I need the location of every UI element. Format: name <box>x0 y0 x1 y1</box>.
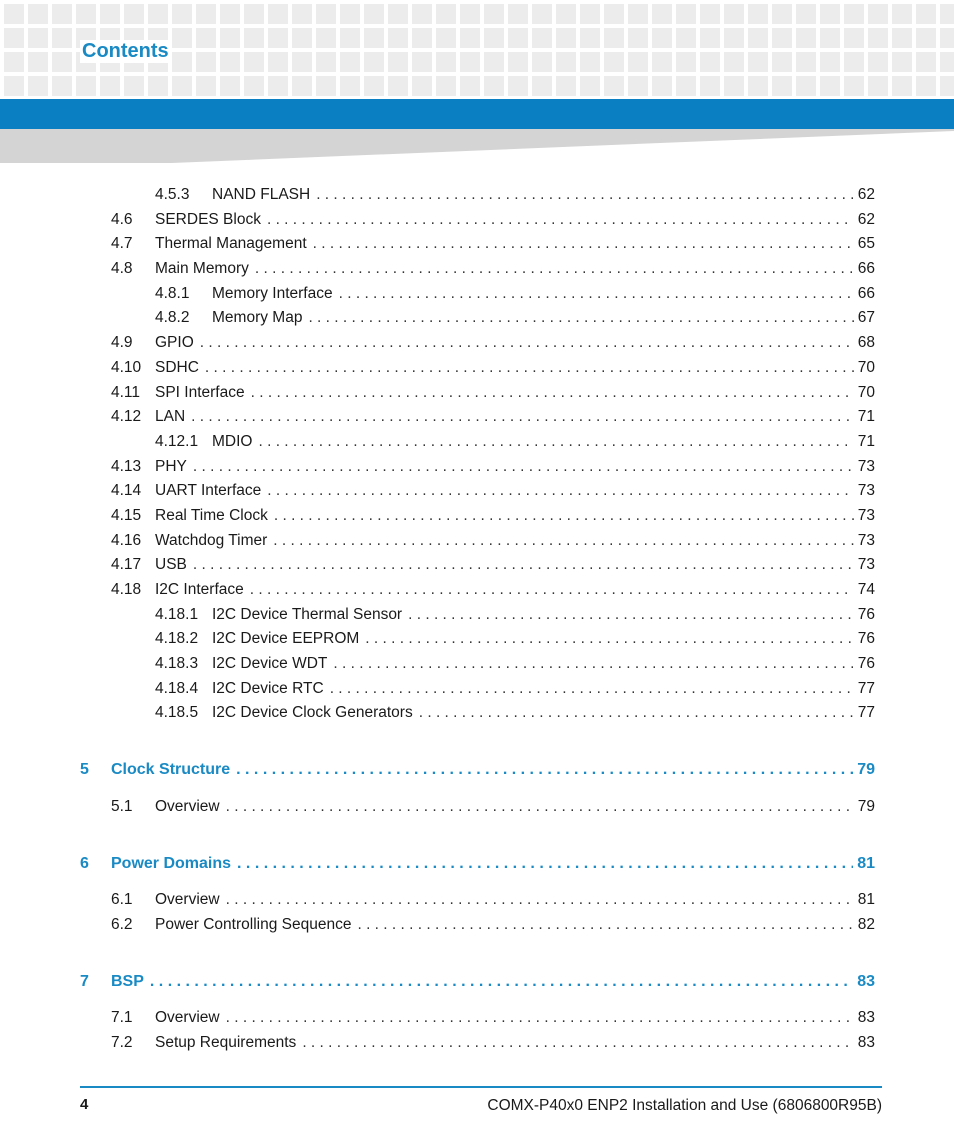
toc-entry[interactable] <box>80 701 875 726</box>
toc-dot-leader <box>250 578 854 603</box>
toc-entry-label: I2C Device Thermal Sensor <box>212 605 403 623</box>
toc-chapter-entry[interactable] <box>80 970 875 995</box>
toc-entry-label: Clock Structure <box>111 761 231 779</box>
toc-entry[interactable] <box>80 603 875 628</box>
toc-entry-page: 66 <box>857 260 875 278</box>
toc-entry[interactable] <box>80 232 875 257</box>
toc-dot-leader <box>419 701 854 726</box>
toc-entry-number: 4.11 <box>111 383 141 401</box>
toc-entry-page: 73 <box>857 556 875 574</box>
toc-entry-label: I2C Interface <box>155 581 244 598</box>
toc-entry[interactable] <box>80 455 875 480</box>
toc-dot-leader <box>226 795 854 820</box>
toc-entry-page: 76 <box>857 630 875 648</box>
toc-entry-page: 76 <box>857 605 875 623</box>
toc-entry-page: 77 <box>857 679 875 697</box>
toc-entry[interactable] <box>80 208 875 233</box>
toc-entry-label: NAND FLASH <box>212 186 311 203</box>
toc-entry[interactable] <box>80 553 875 578</box>
toc-chapter-entry[interactable] <box>80 852 875 877</box>
toc-entry-number: 6.1 <box>111 891 133 909</box>
toc-entry[interactable] <box>80 578 875 603</box>
toc-entry-page: 70 <box>857 383 875 401</box>
toc-entry-label: GPIO <box>155 334 194 352</box>
toc-entry-label: SDHC <box>155 358 199 376</box>
toc-entry-label: I2C Device Clock Generators <box>212 704 413 722</box>
toc-entry-label: I2C Device EEPROM <box>212 630 360 648</box>
toc-dot-leader <box>236 758 853 783</box>
toc-entry[interactable] <box>80 405 875 430</box>
toc-entry-label: Overview <box>155 1009 220 1027</box>
toc-entry-number: 7.1 <box>111 1009 133 1027</box>
toc-entry-page: 73 <box>857 506 875 524</box>
header-blue-band <box>0 99 954 129</box>
toc-entry-page: 62 <box>857 210 875 228</box>
toc-entry-label: MDIO <box>212 432 253 450</box>
toc-dot-leader <box>267 208 854 233</box>
toc-entry[interactable] <box>80 282 875 307</box>
toc-entry-label: SPI Interface <box>155 383 245 401</box>
toc-entry-page: 74 <box>857 581 875 598</box>
toc-dot-leader <box>408 603 854 628</box>
toc-dot-leader <box>313 232 854 257</box>
toc-entry-label: I2C Device WDT <box>212 655 328 673</box>
table-of-contents <box>80 183 875 1056</box>
toc-entry-page: 65 <box>857 235 875 253</box>
toc-entry[interactable] <box>80 381 875 406</box>
toc-entry-number: 5.1 <box>111 797 133 815</box>
toc-entry-label: Power Domains <box>111 854 232 872</box>
toc-entry[interactable] <box>80 430 875 455</box>
toc-entry-number: 4.7 <box>111 235 133 253</box>
toc-dot-leader <box>302 1031 853 1056</box>
toc-entry[interactable] <box>80 795 875 820</box>
toc-entry-number: 4.8 <box>111 260 133 278</box>
toc-dot-leader <box>193 553 854 578</box>
toc-entry-number: 7.2 <box>111 1033 133 1051</box>
chapter-spacer <box>80 726 875 758</box>
toc-entry-page: 66 <box>857 284 875 302</box>
toc-entry-number: 4.14 <box>111 482 142 500</box>
toc-entry-number: 4.8.1 <box>155 284 190 302</box>
toc-entry[interactable] <box>80 479 875 504</box>
toc-entry-label: BSP <box>111 972 144 990</box>
toc-entry[interactable] <box>80 257 875 282</box>
toc-entry[interactable] <box>80 1006 875 1031</box>
toc-entry-page: 73 <box>857 531 875 549</box>
toc-entry[interactable] <box>80 356 875 381</box>
toc-entry-label: Power Controlling Sequence <box>155 915 352 933</box>
toc-entry-label: Thermal Management <box>155 235 307 253</box>
toc-dot-leader <box>308 306 853 331</box>
toc-entry-number: 4.9 <box>111 334 133 352</box>
toc-dot-leader <box>191 405 854 430</box>
toc-dot-leader <box>200 331 854 356</box>
toc-entry-page: 83 <box>857 1009 875 1027</box>
toc-entry-number: 6 <box>80 854 89 872</box>
toc-entry-page: 71 <box>857 432 875 450</box>
toc-entry-label: Memory Map <box>212 309 303 327</box>
toc-dot-leader <box>339 282 854 307</box>
page-title: Contents <box>82 40 169 62</box>
toc-entry-number: 4.12 <box>111 408 142 426</box>
toc-entry-page: 71 <box>857 408 875 426</box>
toc-dot-leader <box>255 257 854 282</box>
toc-entry[interactable] <box>80 627 875 652</box>
toc-dot-leader <box>330 677 854 702</box>
toc-entry-number: 4.8.2 <box>155 309 190 327</box>
toc-entry-number: 6.2 <box>111 915 133 933</box>
toc-entry-number: 4.10 <box>111 358 142 376</box>
toc-entry-label: Watchdog Timer <box>155 531 268 549</box>
chapter-spacer <box>80 938 875 970</box>
toc-entry-number: 5 <box>80 761 89 779</box>
toc-entry-number: 4.18 <box>111 581 142 598</box>
footer-page-number: 4 <box>80 1096 89 1113</box>
toc-entry[interactable] <box>80 529 875 554</box>
toc-dot-leader <box>316 183 854 208</box>
toc-entry-page: 79 <box>857 761 875 779</box>
toc-entry-number: 4.18.5 <box>155 704 199 722</box>
toc-entry-label: Real Time Clock <box>155 506 268 524</box>
toc-chapter-entry[interactable] <box>80 758 875 783</box>
toc-entry-number: 4.12.1 <box>155 432 199 450</box>
toc-entry-number: 4.6 <box>111 210 133 228</box>
toc-entry-label: I2C Device RTC <box>212 679 324 697</box>
toc-entry-page: 81 <box>857 854 875 872</box>
toc-entry-number: 4.18.4 <box>155 679 199 697</box>
toc-dot-leader <box>237 852 853 877</box>
toc-entry[interactable] <box>80 306 875 331</box>
toc-entry-page: 83 <box>857 972 875 990</box>
toc-entry-page: 81 <box>857 891 875 909</box>
footer-document-title: COMX-P40x0 ENP2 Installation and Use (6806800R95B) <box>487 1097 882 1114</box>
toc-dot-leader <box>150 970 853 995</box>
toc-dot-leader <box>274 504 854 529</box>
chapter-spacer <box>80 994 875 1006</box>
toc-entry-label: UART Interface <box>155 482 262 500</box>
toc-entry-number: 4.17 <box>111 556 142 574</box>
toc-entry-label: Setup Requirements <box>155 1033 297 1051</box>
toc-entry-number: 4.18.2 <box>155 630 199 648</box>
toc-entry-page: 77 <box>857 704 875 722</box>
toc-entry-number: 4.18.3 <box>155 655 199 673</box>
toc-entry-page: 83 <box>857 1033 875 1051</box>
toc-entry-number: 4.15 <box>111 506 142 524</box>
toc-entry-page: 76 <box>857 655 875 673</box>
toc-entry-number: 7 <box>80 972 89 990</box>
toc-entry-page: 79 <box>857 797 875 815</box>
toc-entry[interactable] <box>80 652 875 677</box>
footer-divider <box>80 1086 882 1088</box>
toc-dot-leader <box>251 381 854 406</box>
toc-entry[interactable] <box>80 183 875 208</box>
toc-entry[interactable] <box>80 888 875 913</box>
chapter-spacer <box>80 783 875 795</box>
toc-entry-page: 62 <box>857 186 875 203</box>
toc-entry-number: 4.5.3 <box>155 186 190 203</box>
toc-dot-leader <box>193 455 854 480</box>
toc-dot-leader <box>267 479 853 504</box>
toc-dot-leader <box>226 888 854 913</box>
chapter-spacer <box>80 820 875 852</box>
toc-dot-leader <box>205 356 854 381</box>
toc-dot-leader <box>226 1006 854 1031</box>
toc-entry[interactable] <box>80 913 875 938</box>
toc-entry-label: Main Memory <box>155 260 249 278</box>
toc-entry-page: 70 <box>857 358 875 376</box>
toc-dot-leader <box>258 430 853 455</box>
toc-entry-page: 82 <box>857 915 875 933</box>
toc-dot-leader <box>357 913 853 938</box>
toc-dot-leader <box>333 652 853 677</box>
toc-entry-label: Overview <box>155 797 220 815</box>
toc-entry-page: 73 <box>857 482 875 500</box>
toc-entry-label: Memory Interface <box>212 284 333 302</box>
toc-dot-leader <box>365 627 853 652</box>
chapter-spacer <box>80 876 875 888</box>
toc-entry-page: 67 <box>857 309 875 327</box>
toc-entry-label: LAN <box>155 408 186 426</box>
toc-entry-number: 4.18.1 <box>155 605 199 623</box>
toc-entry-label: Overview <box>155 891 220 909</box>
toc-entry-page: 73 <box>857 457 875 475</box>
toc-entry-label: SERDES Block <box>155 210 261 228</box>
toc-entry-number: 4.16 <box>111 531 142 549</box>
header-grey-band <box>0 129 954 163</box>
toc-entry[interactable] <box>80 504 875 529</box>
toc-entry-label: PHY <box>155 457 187 475</box>
toc-entry-page: 68 <box>857 334 875 352</box>
toc-entry[interactable] <box>80 331 875 356</box>
toc-dot-leader <box>273 529 853 554</box>
toc-entry-label: USB <box>155 556 187 574</box>
toc-entry-number: 4.13 <box>111 457 142 475</box>
toc-entry[interactable] <box>80 677 875 702</box>
toc-entry[interactable] <box>80 1031 875 1056</box>
